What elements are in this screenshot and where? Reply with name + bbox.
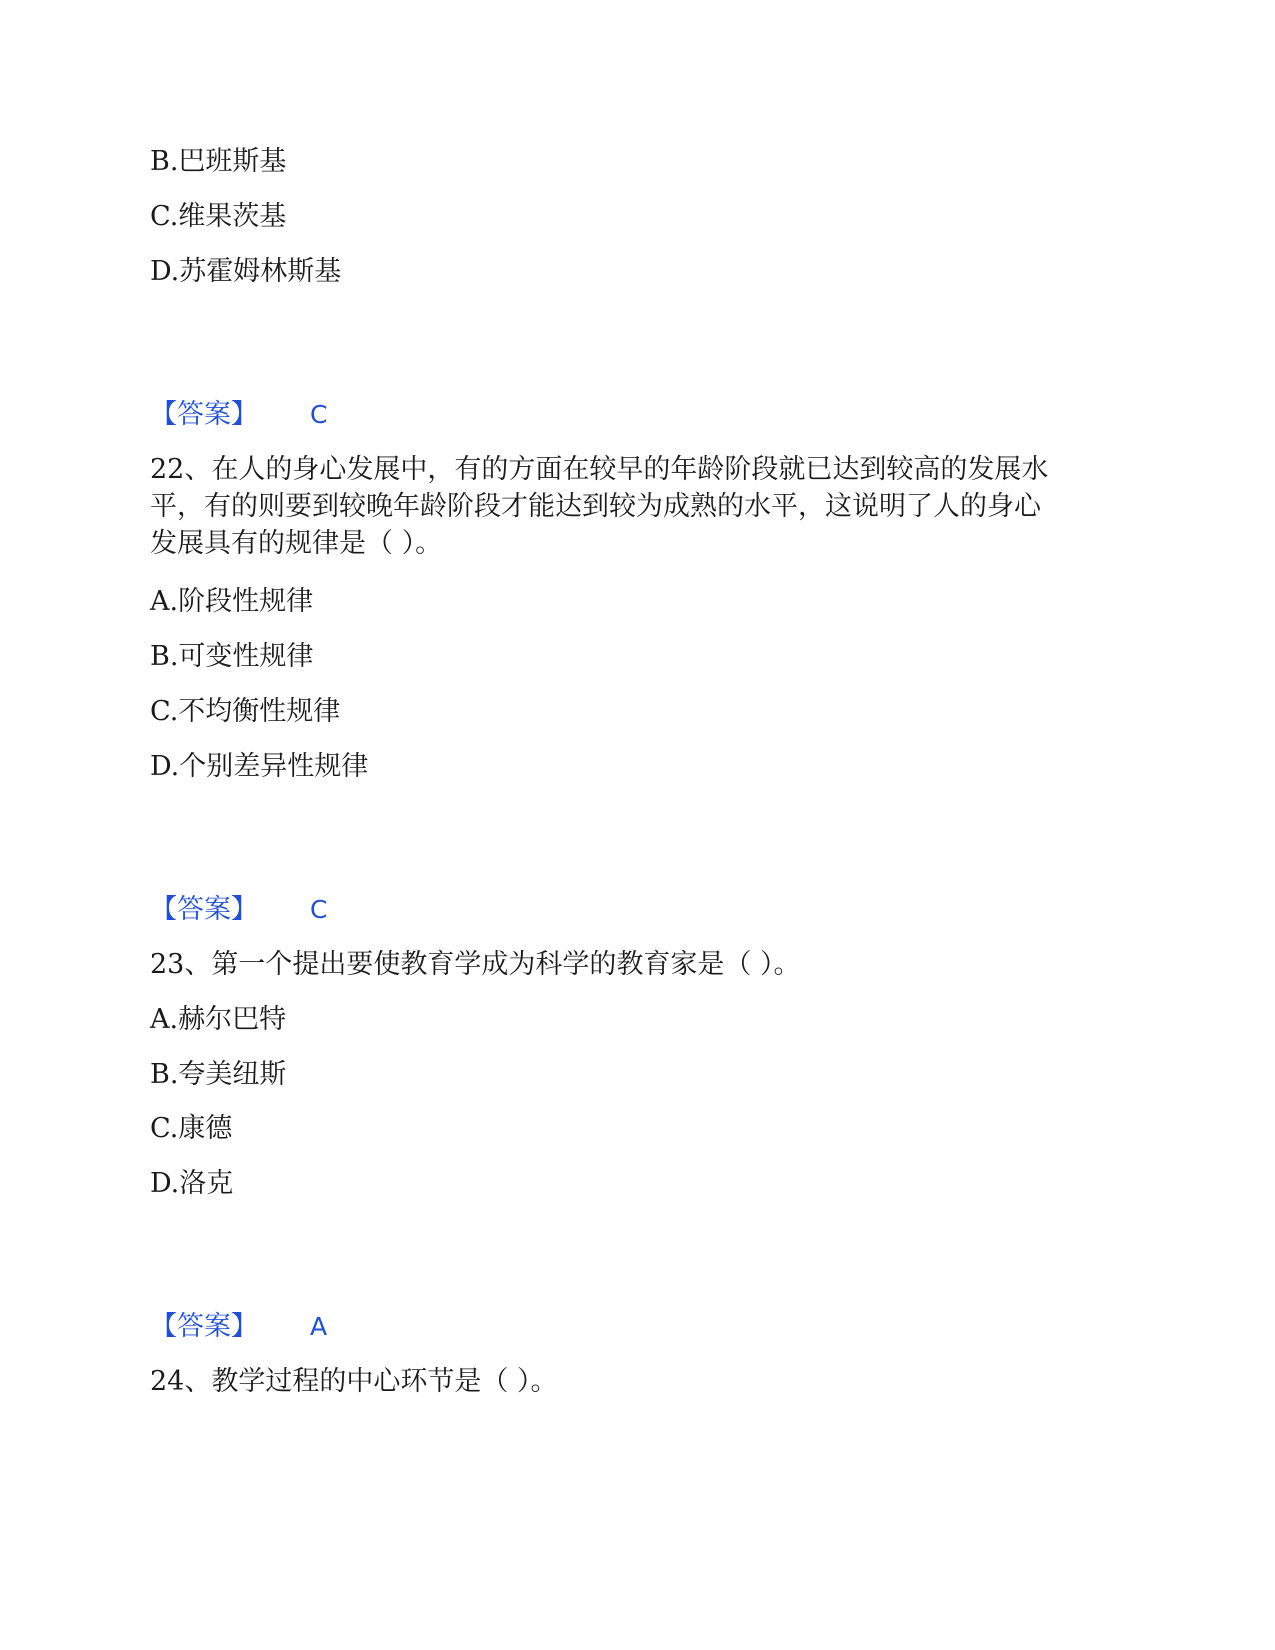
q23-option-b: B.夸美纽斯 xyxy=(150,1059,287,1090)
q22-option-c: C.不均衡性规律 xyxy=(150,696,341,727)
answer-value: C xyxy=(310,400,328,429)
q23-option-a: A.赫尔巴特 xyxy=(150,1004,287,1035)
q23-option-c: C.康德 xyxy=(150,1113,233,1144)
q21-answer xyxy=(150,400,327,430)
q23-option-d: D.洛克 xyxy=(150,1168,234,1199)
q21-option-b: B.巴班斯基 xyxy=(150,146,287,177)
q22-answer xyxy=(150,895,327,925)
q22-option-a: A.阶段性规律 xyxy=(150,586,314,617)
q24-stem: 24、教学过程的中心环节是（ ）。 xyxy=(150,1366,558,1397)
q22-stem-line-1: 22、在人的身心发展中，有的方面在较早的年龄阶段就已达到较高的发展水 xyxy=(150,454,1049,485)
q21-option-c: C.维果茨基 xyxy=(150,201,287,232)
q22-option-d: D.个别差异性规律 xyxy=(150,751,369,782)
answer-label: 【答案】 xyxy=(150,894,258,925)
answer-value: A xyxy=(310,1312,328,1341)
q22-stem xyxy=(150,451,1130,562)
q23-stem: 23、第一个提出要使教育学成为科学的教育家是（ ）。 xyxy=(150,949,801,980)
q22-stem-line-2: 平，有的则要到较晚年龄阶段才能达到较为成熟的水平，这说明了人的身心 xyxy=(150,491,1041,522)
q22-option-b: B.可变性规律 xyxy=(150,641,314,672)
q21-option-d: D.苏霍姆林斯基 xyxy=(150,256,342,287)
answer-label: 【答案】 xyxy=(150,399,258,430)
q23-answer xyxy=(150,1312,327,1342)
answer-value: C xyxy=(310,895,328,924)
answer-label: 【答案】 xyxy=(150,1311,258,1342)
q22-stem-line-3: 发展具有的规律是（ ）。 xyxy=(150,528,443,559)
